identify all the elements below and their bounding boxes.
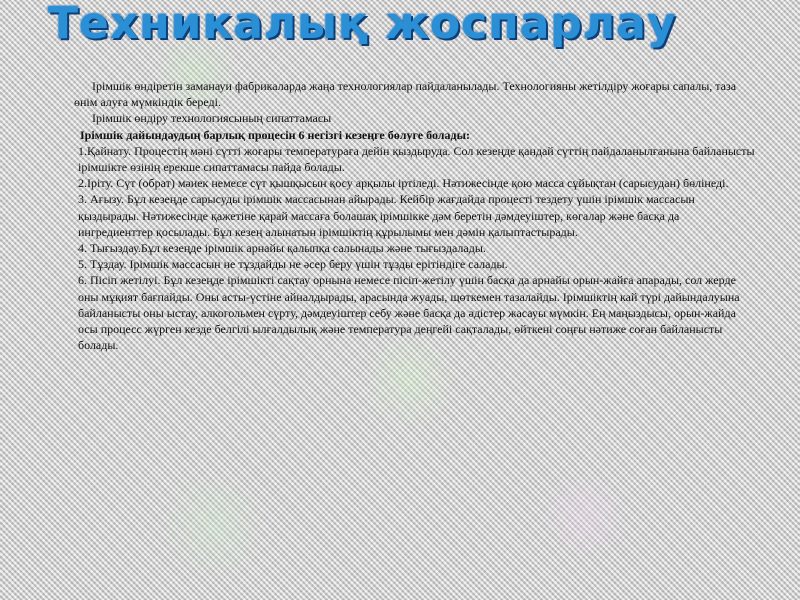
decorative-blob <box>540 470 630 560</box>
section-subheading: Ірімшік өндіру технологиясының сипаттамасы <box>92 111 332 126</box>
step-item: 1.Қайнату. Процестің мәні сүтті жоғары температураға дейін қыздыруда. Сол кезеңде қандай сүттің пайдаланылғанына байланысты ірімшікте өзінің ерекше сипаттамасы пайда болады. <box>78 143 755 175</box>
step-item: 6. Пісіп жетілуі. Бұл кезеңде ірімшікті сақтау орнына немесе пісіп-жетілу үшін басқа да арнайы орын-жайға апарады, сол жерде оны мұқият бағпайды. Оны асты-үстіне айналдырады, арасында жуады, щөткемен тазалайды. Ірімшіктің кай түрі дайындалуына байланысты оны ыстау, алкогольмен сүрту, дәмдеуіштер себу және басқа да әдістер жасауы мүмкін. Ең маңыздысы, орын-жайда осы процесс жүрген кезде белгілі ылғалдылық және температура деңгейі сақталады, өйткені соңғы нәтиже соған байланысты болады. <box>78 273 740 353</box>
decorative-blob <box>160 470 270 580</box>
step-item: 4. Тығыздау.Бұл кезеңде ірімшік арнайы қалыпқа салынады және тығыздалады. <box>78 241 486 256</box>
slide-title: Техникалық жоспарлау <box>48 0 677 49</box>
step-item: 2.Іріту. Сүт (обрат) мәиек немесе сүт қышқысын қосу арқылы іртіледі. Нәтижесінде қою масса сұйықтан (сарысудан) бөлінеді. <box>78 176 729 191</box>
slide-body <box>74 78 756 353</box>
process-heading: Ірімшік дайындаудың барлық процесін 6 негізгі кезеңге бөлуге болады: <box>80 127 470 142</box>
step-item: 5. Тұздау. Ірімшік массасын не тұздайды не әсер беру үшін тұзды ерітіндіге салады. <box>78 257 508 272</box>
intro-paragraph: Ірімшік өндіретін заманауи фабрикаларда жаңа технологиялар пайдаланылады. Технологияны жетілдіру жоғары сапалы, таза өнім алуға мүмкіндік береді. <box>74 79 737 110</box>
step-item: 3. Ағызу. Бұл кезеңде сарысуды ірімшік массасынан айырады. Кейбір жағдайда процесті тездету үшін ірімшік массасын қыздырады. Нәтижесінде қажетіне қарай массаға болашақ ірімшікке дәм беретін дәмдеуіштер, көгалар және басқа да ингредиенттер қосылады. Бұл кезең алынатын ірімшіктің құрылымы мен дәмін қалыптастырады. <box>78 192 695 239</box>
